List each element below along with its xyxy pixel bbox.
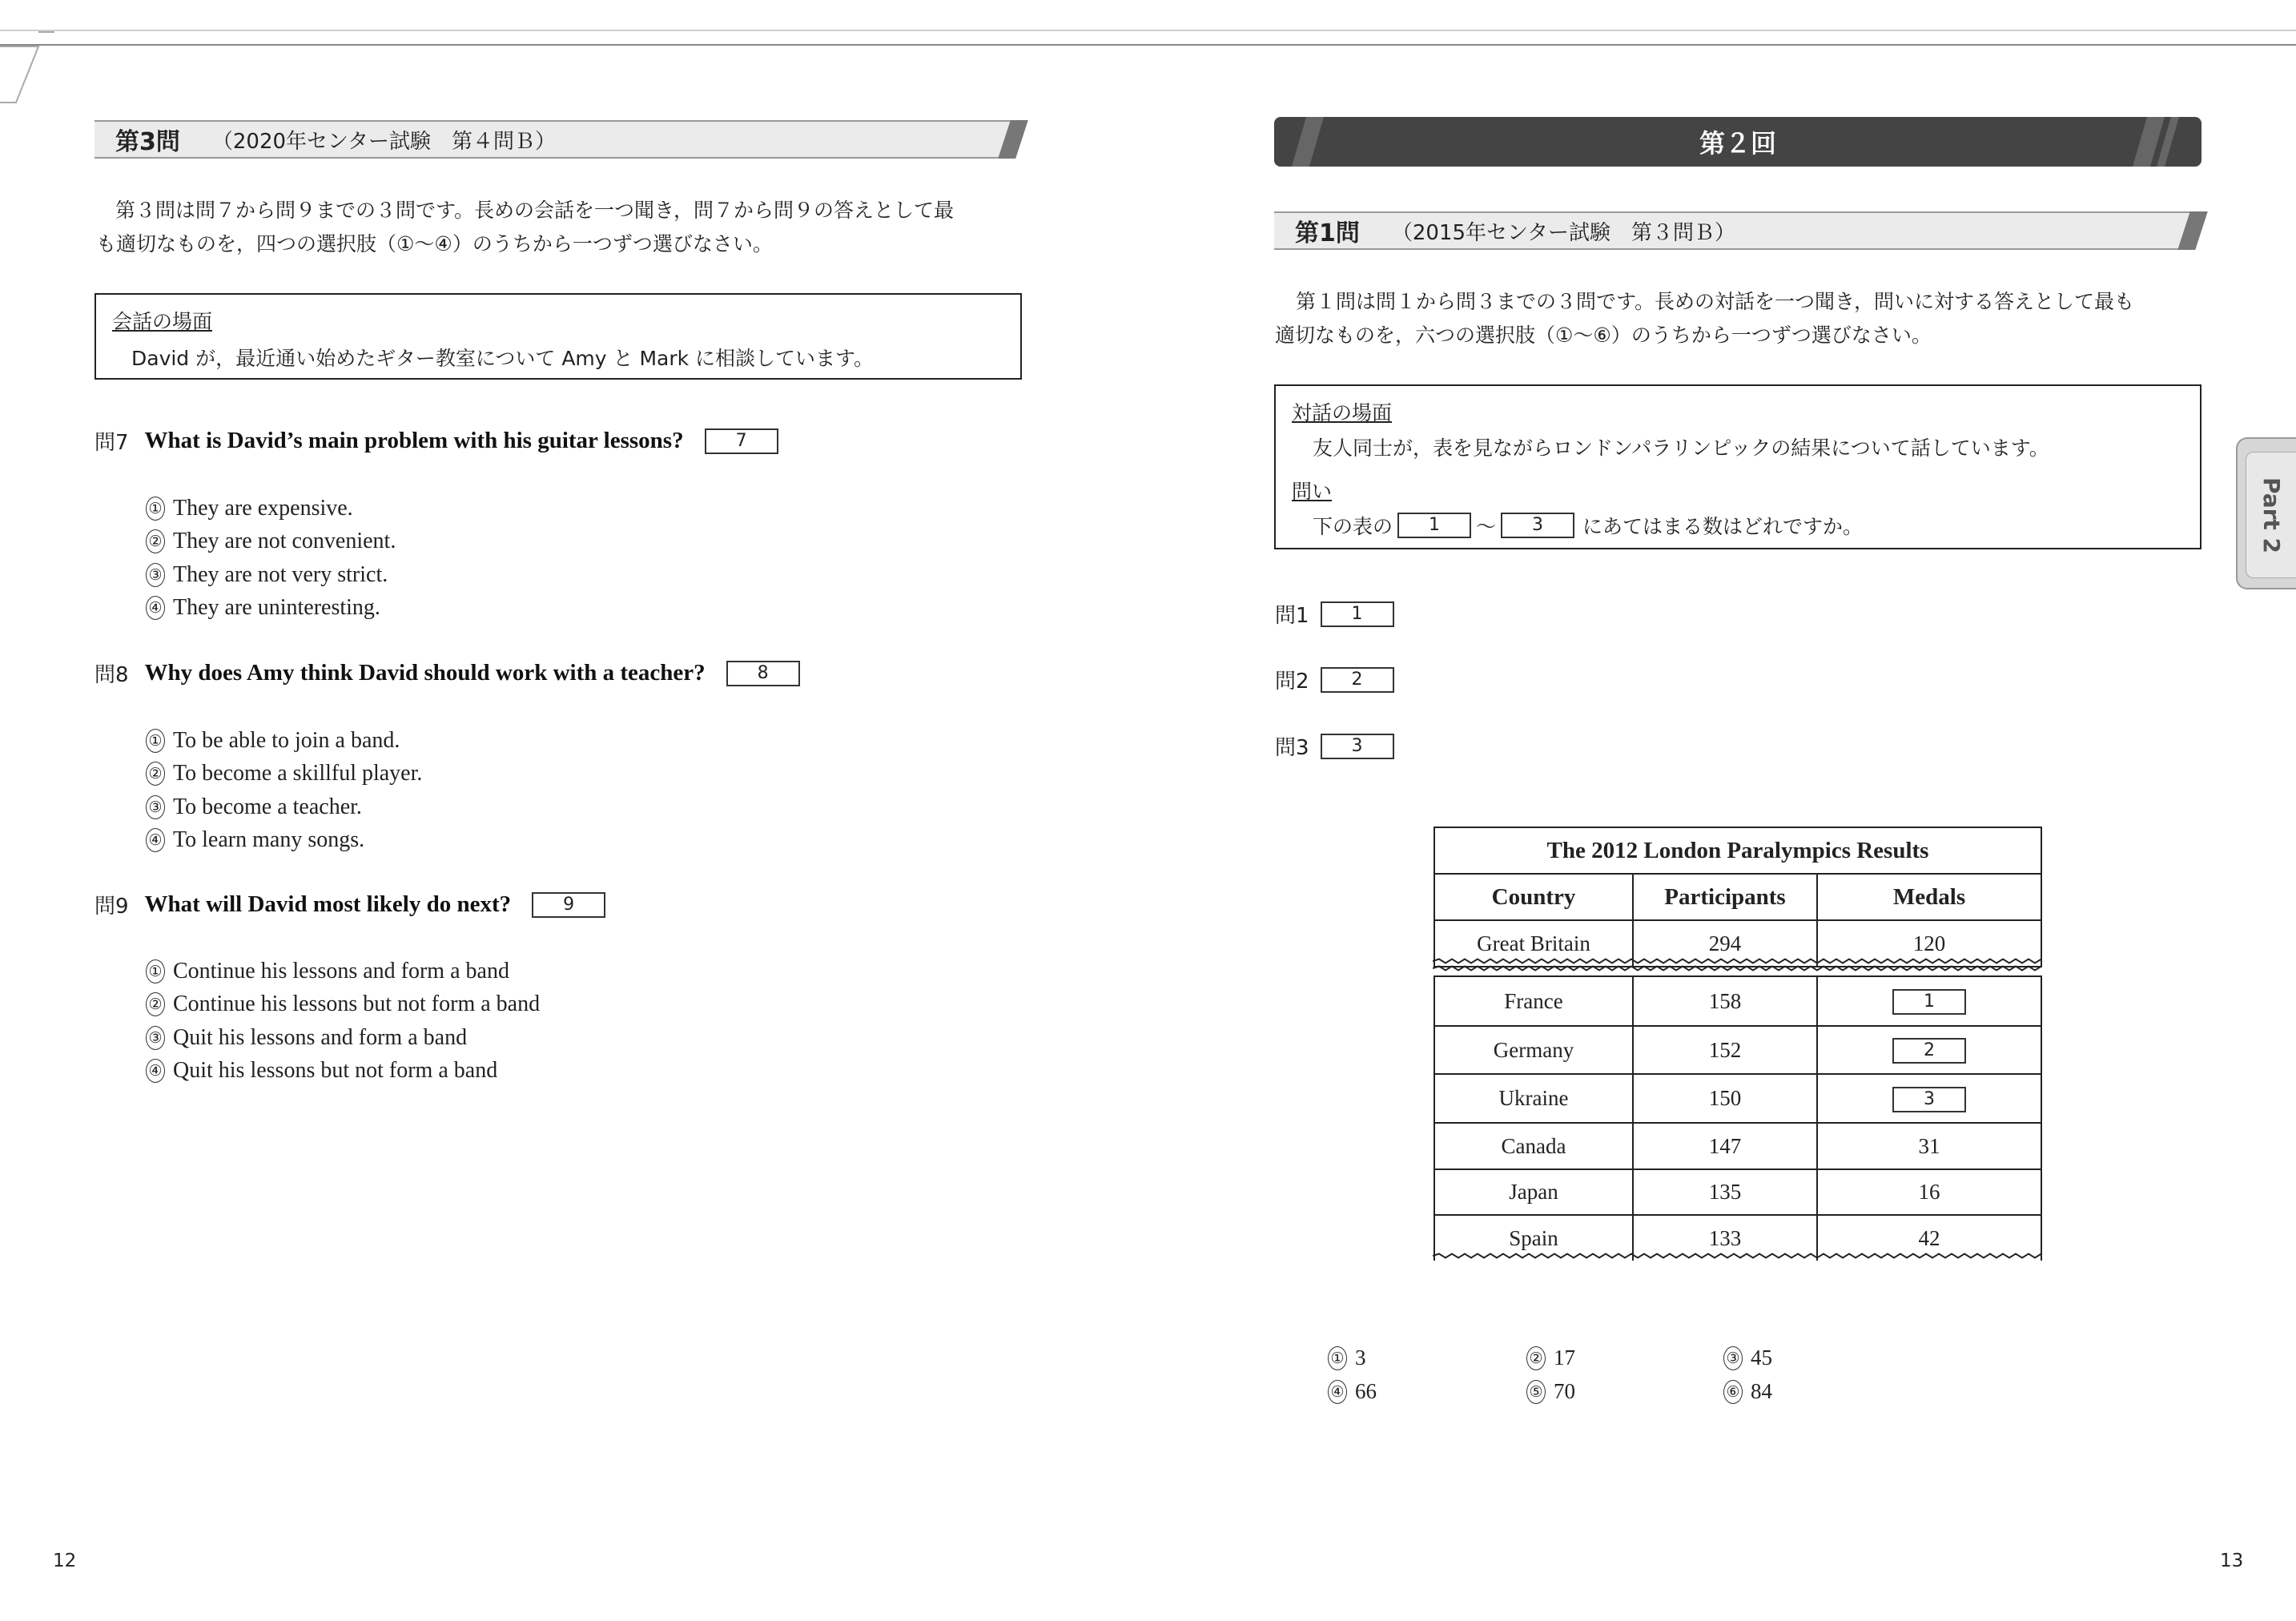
cell-participants: 147 (1633, 1123, 1817, 1169)
option[interactable] (146, 758, 422, 791)
answer-box[interactable]: 7 (705, 428, 778, 454)
choice[interactable] (1328, 1345, 1366, 1370)
answer-box[interactable]: 9 (532, 892, 605, 918)
cell-country: Great Britain (1434, 920, 1633, 967)
round-banner-title: 第２回 (1699, 128, 1776, 159)
instructions-line: 第１問は問１から問３までの３問です。長めの対話を一つ聞き，問いに対する答えとして最も (1296, 290, 2135, 313)
answer-box[interactable]: 1 (1892, 989, 1966, 1015)
instructions-line: も適切なものを，四つの選択肢（①～④）のうちから一つずつ選びなさい。 (96, 232, 773, 255)
section-source: （2020年センター試験 第４問Ｂ） (211, 129, 557, 154)
part-side-tab-label: Part 2 (2258, 477, 2286, 553)
page-number-left: 12 (53, 1551, 77, 1571)
section-header-q1 (1274, 211, 2195, 250)
choice-mark: ⑥ (1723, 1380, 1743, 1404)
results-table (1433, 827, 2042, 1261)
options-q9 (146, 955, 540, 1088)
table-header-participants: Participants (1633, 874, 1817, 920)
option[interactable] (146, 955, 540, 988)
question-title: 問い (1292, 480, 1333, 503)
table-wavy-break-top (1433, 958, 2043, 972)
scene-box (1274, 384, 2202, 549)
cell-country: France (1434, 976, 1633, 1026)
question-1 (1275, 599, 1394, 629)
scene-box (94, 293, 1022, 380)
header-slash-decoration (2177, 211, 2208, 250)
section-number: 第1問 (1295, 219, 1360, 247)
option-mark: ② (146, 762, 165, 786)
choice[interactable] (1723, 1345, 1772, 1370)
question-text: What will David most likely do next? (144, 891, 512, 917)
option-text: To become a skillful player. (173, 761, 423, 786)
scene-title: 会話の場面 (112, 310, 213, 333)
option-text: Quit his lessons but not form a band (173, 1058, 498, 1084)
cell-medals: 16 (1817, 1169, 2041, 1215)
choice-mark: ④ (1328, 1380, 1347, 1404)
section-number: 第3問 (115, 128, 180, 156)
choice-mark: ⑤ (1526, 1380, 1546, 1404)
answer-choices (1328, 1345, 1888, 1418)
option-text: To learn many songs. (173, 827, 365, 853)
instructions-line: 適切なものを，六つの選択肢（①～⑥）のうちから一つずつ選びなさい。 (1275, 324, 1932, 347)
cell-medals (1817, 1026, 2041, 1074)
cell-medals: 120 (1817, 920, 2041, 967)
option[interactable] (146, 492, 396, 525)
cell-country: Germany (1434, 1026, 1633, 1074)
option[interactable] (146, 558, 396, 592)
option[interactable] (146, 988, 540, 1022)
table-row (1434, 1169, 2041, 1215)
option[interactable] (146, 1055, 540, 1088)
cell-participants: 294 (1633, 920, 1817, 967)
top-rule-decoration (0, 0, 2296, 112)
part-side-tab-inner (2246, 452, 2296, 578)
question-number: 問1 (1275, 604, 1309, 628)
choice[interactable] (1526, 1345, 1575, 1370)
table-row (1434, 1074, 2041, 1123)
option-text: They are expensive. (173, 495, 353, 521)
scene-text: 友人同士が，表を見ながらロンドンパラリンピックの結果について話しています。 (1313, 436, 2049, 460)
option-text: Continue his lessons and form a band (173, 958, 509, 983)
option-text: They are not convenient. (173, 529, 396, 554)
options-q7 (146, 492, 396, 625)
question-3 (1275, 731, 1394, 761)
answer-box[interactable]: 3 (1321, 734, 1394, 759)
table-header-country: Country (1434, 874, 1633, 920)
cell-medals: 31 (1817, 1123, 2041, 1169)
option-mark: ② (146, 992, 165, 1016)
cell-country: Japan (1434, 1169, 1633, 1215)
answer-box[interactable]: 3 (1892, 1087, 1966, 1112)
question-number: 問3 (1275, 736, 1309, 760)
table-header-medals: Medals (1817, 874, 2041, 920)
question-2 (1275, 665, 1394, 694)
option[interactable] (146, 724, 422, 758)
option[interactable] (146, 525, 396, 559)
option-text: To be able to join a band. (173, 727, 400, 753)
cell-participants: 150 (1633, 1074, 1817, 1123)
option-text: They are not very strict. (173, 561, 388, 587)
option-mark: ③ (146, 563, 165, 587)
scene-text: David が，最近通い始めたギター教室について Amy と Mark に相談しています。 (131, 347, 875, 370)
choice-mark: ① (1328, 1346, 1347, 1370)
choice-value: 3 (1355, 1345, 1366, 1370)
cell-country: Spain (1434, 1215, 1633, 1261)
table-row (1434, 976, 2041, 1026)
choice-value: 84 (1751, 1379, 1772, 1403)
question-prefix: 下の表の (1313, 515, 1393, 538)
section-header-q3 (94, 120, 1015, 159)
page-number-right: 13 (2220, 1551, 2244, 1571)
option-mark: ④ (146, 596, 165, 620)
cell-participants: 158 (1633, 976, 1817, 1026)
option-mark: ② (146, 529, 165, 553)
option[interactable] (146, 790, 422, 824)
question-9 (94, 890, 605, 919)
answer-box[interactable]: 3 (1501, 513, 1574, 538)
cell-medals (1817, 1074, 2041, 1123)
cell-medals: 42 (1817, 1215, 2041, 1261)
cell-medals (1817, 976, 2041, 1026)
answer-box[interactable]: 1 (1321, 601, 1394, 627)
question-number: 問9 (94, 895, 129, 919)
question-7 (94, 426, 778, 456)
question-number: 問8 (94, 663, 129, 687)
cell-participants: 152 (1633, 1026, 1817, 1074)
table-row (1434, 1123, 2041, 1169)
answer-box[interactable]: 8 (726, 661, 800, 686)
question-text: What is David’s main problem with his guitar lessons? (144, 428, 684, 453)
choice-value: 45 (1751, 1345, 1772, 1370)
question-8 (94, 658, 800, 688)
option[interactable] (146, 824, 422, 858)
answer-box[interactable]: 1 (1397, 513, 1471, 538)
cell-country: Ukraine (1434, 1074, 1633, 1123)
choice[interactable] (1328, 1379, 1377, 1404)
option[interactable] (146, 592, 396, 625)
option-text: Continue his lessons but not form a band (173, 992, 541, 1017)
option-text: Quit his lessons and form a band (173, 1024, 468, 1050)
choice[interactable] (1526, 1379, 1575, 1404)
choice-mark: ③ (1723, 1346, 1743, 1370)
choice-value: 66 (1355, 1379, 1377, 1403)
choice[interactable] (1723, 1379, 1772, 1404)
option[interactable] (146, 1021, 540, 1055)
choice-value: 17 (1554, 1345, 1575, 1370)
cell-participants: 133 (1633, 1215, 1817, 1261)
option-text: They are uninteresting. (173, 595, 380, 621)
table-title: The 2012 London Paralympics Results (1434, 827, 2041, 874)
question-tilde: ～ (1476, 515, 1497, 538)
instructions (96, 194, 1025, 261)
question-text: Why does Amy think David should work with a teacher? (144, 660, 706, 686)
section-source: （2015年センター試験 第３問Ｂ） (1391, 220, 1736, 245)
question-suffix: にあてはまる数はどれですか。 (1582, 515, 1864, 538)
table-row (1434, 1026, 2041, 1074)
options-q8 (146, 724, 422, 857)
round-banner (1274, 117, 2202, 167)
option-mark: ④ (146, 828, 165, 852)
part-side-tab[interactable] (2236, 437, 2296, 589)
option-mark: ④ (146, 1059, 165, 1083)
question-line (1292, 511, 2184, 540)
option-mark: ① (146, 497, 165, 521)
scene-title: 対話の場面 (1292, 401, 1393, 424)
choice-mark: ② (1526, 1346, 1546, 1370)
cell-participants: 135 (1633, 1169, 1817, 1215)
instructions (1275, 285, 2204, 352)
option-text: To become a teacher. (173, 794, 362, 819)
table-wavy-break-bottom (1433, 1251, 2043, 1261)
option-mark: ③ (146, 1026, 165, 1050)
answer-box[interactable]: 2 (1892, 1038, 1966, 1064)
cell-country: Canada (1434, 1123, 1633, 1169)
answer-box[interactable]: 2 (1321, 667, 1394, 693)
option-mark: ① (146, 729, 165, 753)
question-number: 問7 (94, 431, 129, 455)
question-number: 問2 (1275, 670, 1309, 694)
option-mark: ③ (146, 795, 165, 819)
option-mark: ① (146, 959, 165, 983)
choice-value: 70 (1554, 1379, 1575, 1403)
instructions-line: 第３問は問７から問９までの３問です。長めの会話を一つ聞き，問７から問９の答えとして最 (115, 199, 955, 222)
header-slash-decoration (998, 120, 1028, 159)
